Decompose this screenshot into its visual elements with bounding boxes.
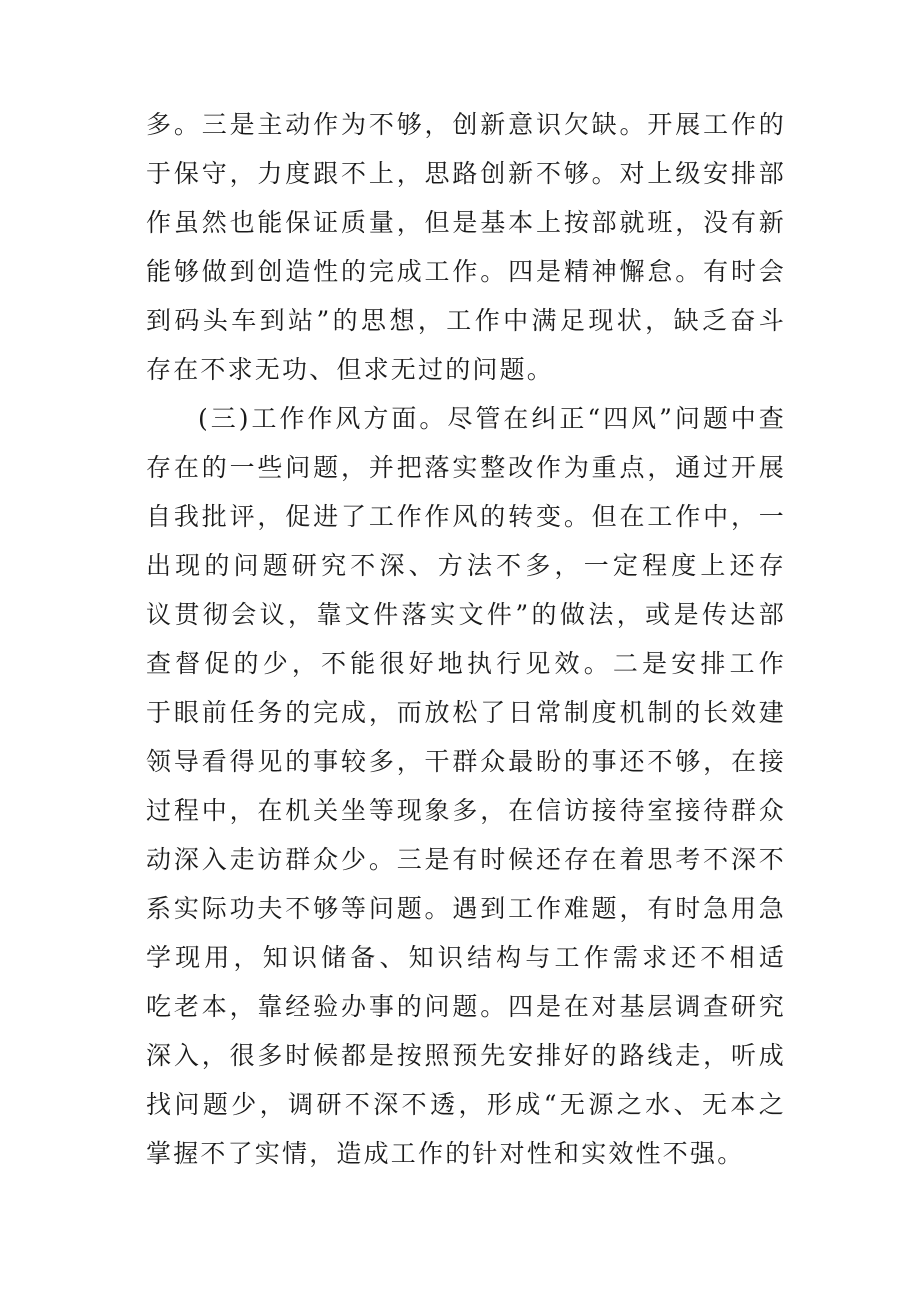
paragraph-2-line-16: 掌握不了实情，造成工作的针对性和实效性不强。 — [146, 1139, 745, 1168]
paragraph-2-line-4: 出现的问题研究不深、方法不多，一定程度上还存 — [146, 551, 786, 580]
paragraph-1-line-1: 多。三是主动作为不够，创新意识欠缺。开展工作的 — [146, 110, 786, 139]
paragraph-1-line-3: 作虽然也能保证质量，但是基本上按部就班，没有新 — [146, 208, 786, 237]
paragraph-2-line-3: 自我批评，促进了工作作风的转变。但在工作中，一 — [146, 502, 786, 531]
paragraph-2-line-8: 领导看得见的事较多，干群众最盼的事还不够，在接 — [146, 747, 786, 776]
paragraph-2-line-15: 找问题少，调研不深不透，形成“无源之水、无本之 — [146, 1090, 786, 1119]
paragraph-2-line-12: 学现用，知识储备、知识结构与工作需求还不相适 — [146, 943, 786, 972]
paragraph-1-line-5: 到码头车到站”的思想，工作中满足现状，缺乏奋斗 — [146, 306, 786, 335]
paragraph-2-line-1: (三)工作作风方面。尽管在纠正“四风”问题中查 — [198, 404, 786, 433]
paragraph-2-line-14: 深入，很多时候都是按照预先安排好的路线走，听成 — [146, 1041, 786, 1070]
paragraph-2-line-11: 系实际功夫不够等问题。遇到工作难题，有时急用急 — [146, 894, 786, 923]
paragraph-2-line-6: 查督促的少，不能很好地执行见效。二是安排工作 — [146, 649, 786, 678]
paragraph-2-line-5: 议贯彻会议，靠文件落实文件”的做法，或是传达部 — [146, 600, 786, 629]
paragraph-2-line-10: 动深入走访群众少。三是有时候还存在着思考不深不 — [146, 845, 786, 874]
paragraph-1-line-6: 存在不求无功、但求无过的问题。 — [146, 355, 555, 384]
paragraph-2-line-9: 过程中，在机关坐等现象多，在信访接待室接待群众 — [146, 796, 786, 825]
paragraph-2-line-13: 吃老本，靠经验办事的问题。四是在对基层调查研究 — [146, 992, 786, 1021]
paragraph-1-line-4: 能够做到创造性的完成工作。四是精神懈怠。有时会 — [146, 257, 786, 286]
paragraph-1-line-2: 于保守，力度跟不上，思路创新不够。对上级安排部 — [146, 159, 786, 188]
paragraph-2-line-7: 于眼前任务的完成，而放松了日常制度机制的长效建 — [146, 698, 786, 727]
paragraph-2-line-2: 存在的一些问题，并把落实整改作为重点，通过开展 — [146, 453, 786, 482]
